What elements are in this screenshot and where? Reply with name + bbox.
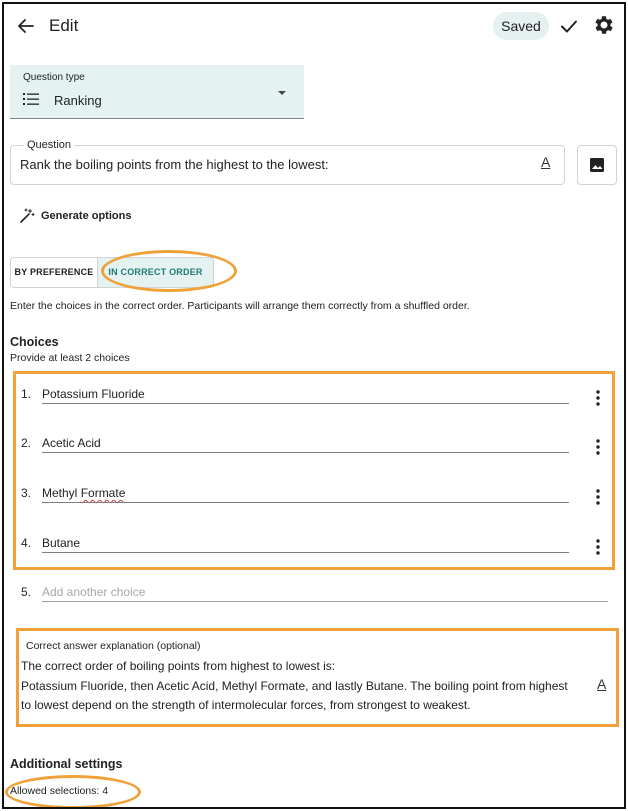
question-type-select[interactable] [10,65,304,119]
gear-icon[interactable] [592,13,616,37]
page-title: Edit [49,16,79,35]
question-label: Question [24,139,74,151]
image-icon [589,157,605,173]
more-vert-icon[interactable] [596,439,600,455]
choice-input[interactable]: Potassium Fluoride [42,387,145,401]
choice-number: 5. [21,585,32,599]
choice-input[interactable]: Butane [42,536,81,550]
choice-underline [42,502,569,503]
choice-number: 1. [21,387,32,401]
choice-underline [42,552,569,553]
more-vert-icon[interactable] [596,489,600,505]
check-icon[interactable] [558,15,580,37]
explanation-label: Correct answer explanation (optional) [26,640,201,652]
toggle-by-preference[interactable]: BY PREFERENCE [10,257,98,288]
back-arrow-icon[interactable] [15,15,37,37]
magic-wand-icon[interactable] [19,208,35,224]
saved-badge: Saved [493,12,549,40]
explanation-line: Potassium Fluoride, then Acetic Acid, Methyl Formate, and lastly Butane. The boiling point from highest to lowest depend on the strength of intermolecular forces, from strongest to weakest. [21,678,568,712]
list-icon [23,92,39,106]
add-choice-underline [42,601,608,602]
choice-text-part: Methyl [42,486,81,500]
choices-subheading: Provide at least 2 choices [10,352,130,364]
annotation-highlight-ellipse [101,250,237,292]
generate-options-button[interactable]: Generate options [41,210,132,222]
editor-panel [2,2,626,809]
explanation-line: The correct order of boiling points from highest to lowest is: [21,659,336,673]
text-format-icon[interactable]: A [597,676,607,692]
add-image-button[interactable] [577,145,617,185]
choice-number: 3. [21,486,32,500]
explanation-input[interactable] [21,657,581,716]
choice-underline [42,452,569,453]
text-format-icon[interactable]: A [541,154,551,170]
choice-number: 2. [21,436,32,450]
more-vert-icon[interactable] [596,539,600,555]
help-text: Enter the choices in the correct order. Participants will arrange them correctly from a shuffled order. [10,300,470,312]
toggle-in-correct-order[interactable]: IN CORRECT ORDER [97,257,214,288]
question-type-label: Question type [23,72,85,83]
allowed-selections[interactable]: Allowed selections: 4 [10,785,109,797]
question-text[interactable]: Rank the boiling points from the highest to the lowest: [20,157,329,172]
choices-heading: Choices [10,335,59,349]
annotation-highlight-ellipse [5,775,141,809]
caret-down-icon [276,89,288,97]
choice-input[interactable] [42,486,125,500]
choice-input[interactable]: Acetic Acid [42,436,101,450]
spellcheck-word: Formate [80,486,126,500]
add-choice-input[interactable]: Add another choice [42,585,146,599]
additional-settings-heading: Additional settings [10,757,123,771]
more-vert-icon[interactable] [596,390,600,406]
choice-number: 4. [21,536,32,550]
choice-underline [42,403,569,404]
question-type-value: Ranking [54,93,102,108]
